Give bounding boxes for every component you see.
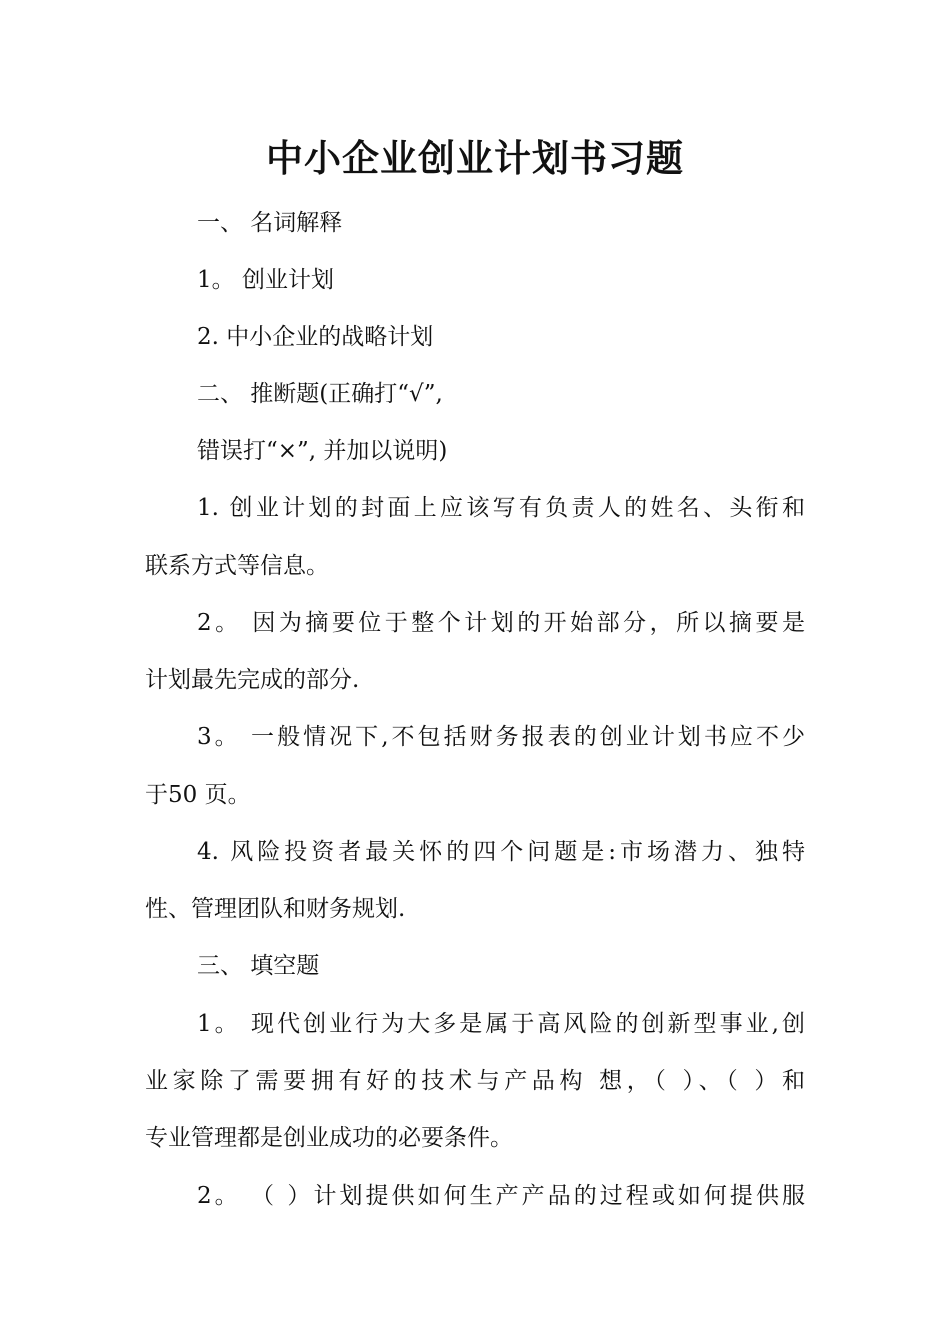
question-line: 1. 创业计划的封面上应该写有负责人的姓名、头衔和 xyxy=(197,495,805,521)
section-heading-continuation: 错误打“×”, 并加以说明) xyxy=(197,438,448,464)
question-line: 2. 中小企业的战略计划 xyxy=(197,324,434,350)
question-line-continuation: 联系方式等信息。 xyxy=(145,553,329,579)
document-title: 中小企业创业计划书习题 xyxy=(266,137,684,180)
question-line: 1。 现代创业行为大多是属于高风险的创新型事业,创 xyxy=(197,1011,805,1037)
question-line-continuation: 业家除了需要拥有好的技术与产品构 想，（ ）、（ ）和 xyxy=(145,1068,805,1094)
question-line-continuation: 专业管理都是创业成功的必要条件。 xyxy=(145,1125,513,1151)
question-line-continuation: 计划最先完成的部分. xyxy=(145,667,360,693)
question-line: 2。 （ ）计划提供如何生产产品的过程或如何提供服 xyxy=(197,1183,805,1209)
question-line: 3。 一般情况下,不包括财务报表的创业计划书应不少 xyxy=(197,724,805,750)
question-line: 2。 因为摘要位于整个计划的开始部分，所以摘要是 xyxy=(197,610,805,636)
question-line: 1。 创业计划 xyxy=(197,267,334,293)
question-line-continuation: 性、管理团队和财务规划. xyxy=(145,896,406,922)
section-heading-fill-in: 三、 填空题 xyxy=(197,953,320,979)
section-heading-definitions: 一、 名词解释 xyxy=(197,210,343,236)
section-heading-judgement: 二、 推断题(正确打“√”, xyxy=(197,381,443,407)
question-line-continuation: 于50 页。 xyxy=(145,782,251,808)
question-line: 4. 风险投资者最关怀的四个问题是:市场潜力、独特 xyxy=(197,839,805,865)
